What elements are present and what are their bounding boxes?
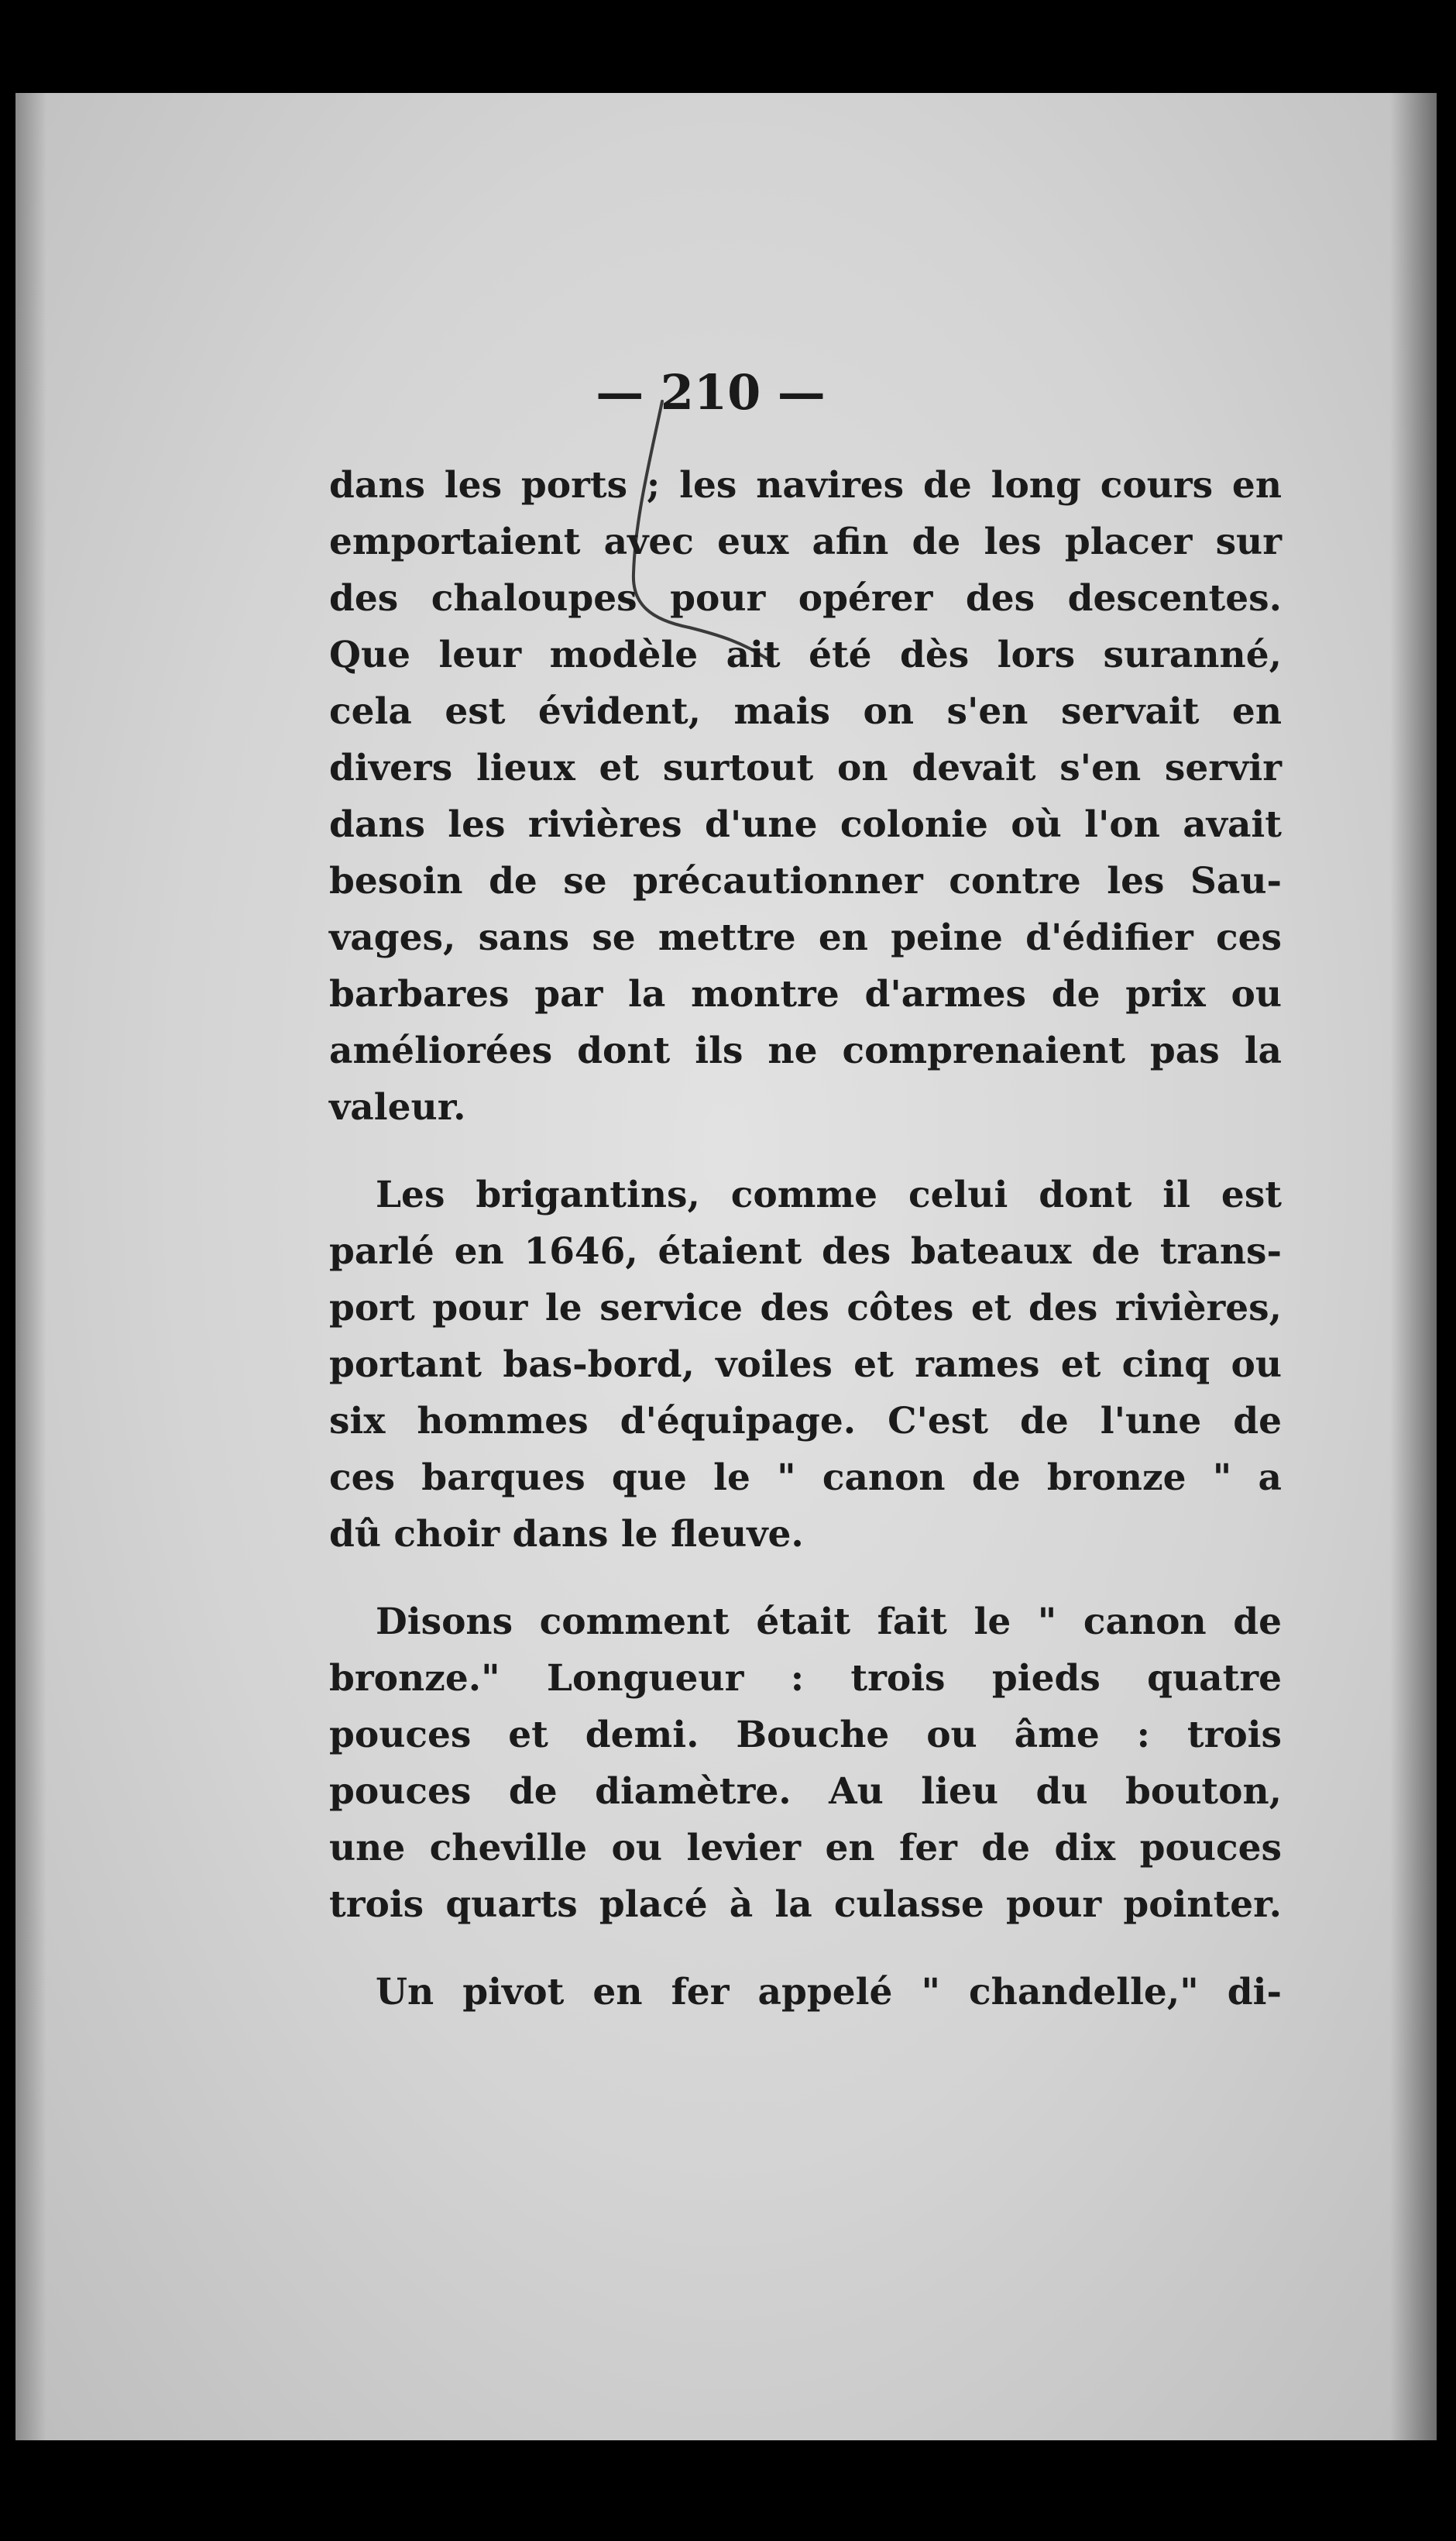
text-line: valeur.: [329, 1086, 466, 1129]
text-line: dans les rivières d'une colonie où l'on avait: [329, 803, 1282, 846]
page-shadow-right: [1390, 93, 1437, 2440]
text-line: port pour le service des côtes et des rivières,: [329, 1287, 1282, 1329]
text-line: ces barques que le " canon de bronze " a: [329, 1456, 1282, 1499]
text-line: améliorées dont ils ne comprenaient pas la: [329, 1030, 1282, 1072]
body-text: [329, 457, 1282, 2051]
text-line: pouces de diamètre. Au lieu du bouton,: [329, 1770, 1282, 1813]
text-line: emportaient avec eux afin de les placer sur: [329, 521, 1282, 563]
text-line: Les brigantins, comme celui dont il est: [376, 1174, 1282, 1216]
text-line: des chaloupes pour opérer des descentes.: [329, 577, 1282, 620]
page-number: — 210 —: [596, 364, 826, 421]
paragraph-1: [329, 457, 1282, 1136]
text-line: six hommes d'équipage. C'est de l'une de: [329, 1400, 1282, 1442]
text-line: portant bas-bord, voiles et rames et cinq ou: [329, 1343, 1282, 1386]
text-line: dû choir dans le fleuve.: [329, 1513, 804, 1556]
paragraph-4: [329, 1964, 1282, 2020]
paragraph-3: [329, 1594, 1282, 1933]
text-line: pouces et demi. Bouche ou âme : trois: [329, 1714, 1282, 1756]
text-line: dans les ports ; les navires de long cours en: [329, 464, 1282, 507]
text-line: trois quarts placé à la culasse pour pointer.: [329, 1883, 1282, 1926]
text-line: Un pivot en fer appelé " chandelle," di-: [376, 1971, 1282, 2013]
text-line: cela est évident, mais on s'en servait en: [329, 690, 1282, 733]
paragraph-2: [329, 1167, 1282, 1563]
text-line: vages, sans se mettre en peine d'édifier ces: [329, 916, 1282, 959]
text-line: barbares par la montre d'armes de prix ou: [329, 973, 1282, 1016]
page-shadow-left: [15, 93, 46, 2440]
text-line: Disons comment était fait le " canon de: [376, 1601, 1282, 1643]
text-line: besoin de se précautionner contre les Sau-: [329, 860, 1282, 903]
text-line: parlé en 1646, étaient des bateaux de trans-: [329, 1230, 1282, 1273]
text-line: bronze." Longueur : trois pieds quatre: [329, 1657, 1282, 1700]
text-line: une cheville ou levier en fer de dix pouces: [329, 1827, 1282, 1869]
text-line: Que leur modèle ait été dès lors suranné,: [329, 634, 1282, 676]
text-line: divers lieux et surtout on devait s'en servir: [329, 747, 1282, 789]
book-page: [15, 93, 1437, 2440]
